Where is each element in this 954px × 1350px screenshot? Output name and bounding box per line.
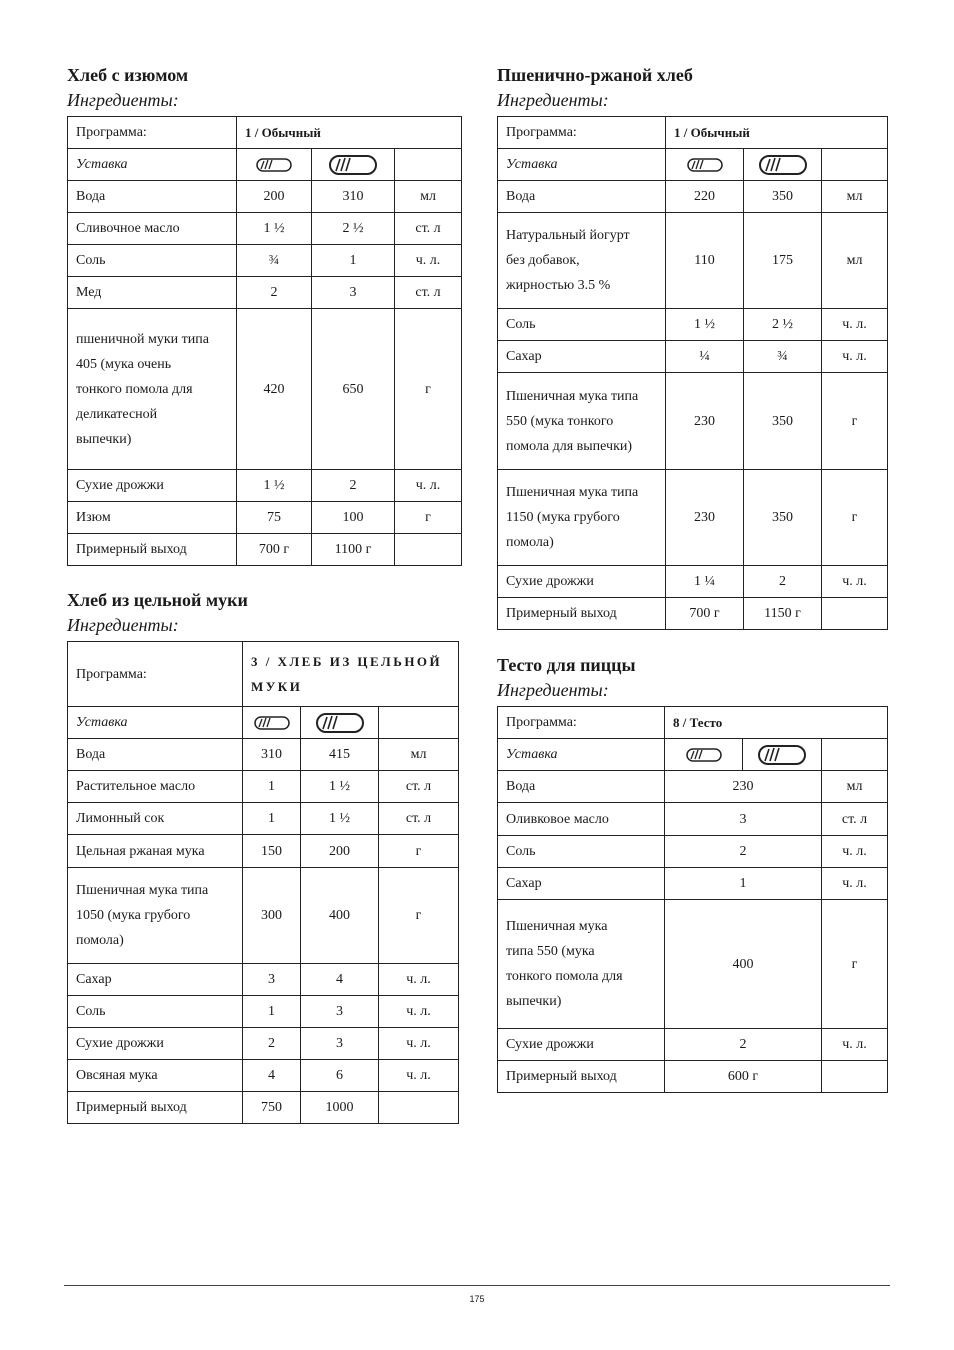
- small-amount: 310: [243, 739, 301, 771]
- ingredient-name: [498, 213, 666, 309]
- table-row: [68, 502, 462, 534]
- unit: г: [379, 835, 459, 868]
- small-amount: 150: [243, 835, 301, 868]
- unit: [822, 1061, 888, 1093]
- insert-label: Уставка: [498, 149, 666, 181]
- recipe-title: Хлеб из цельной муки: [67, 590, 248, 610]
- table-row: [68, 470, 462, 502]
- small-amount: 750: [243, 1092, 301, 1124]
- table-row: [498, 771, 888, 803]
- small-amount: 1: [243, 803, 301, 835]
- table-row: [68, 1028, 459, 1060]
- small-amount: 4: [243, 1060, 301, 1092]
- insert-label: Уставка: [68, 707, 243, 739]
- small-amount: 1 ¼: [666, 566, 744, 598]
- large-amount: 1: [312, 245, 395, 277]
- insert-label: Уставка: [68, 149, 237, 181]
- small-amount: ¾: [237, 245, 312, 277]
- table-row: [68, 213, 462, 245]
- unit: ч. л.: [822, 341, 888, 373]
- ingredient-name: Сухие дрожжи: [498, 1029, 665, 1061]
- table-row: [68, 534, 462, 566]
- unit: г: [379, 868, 459, 964]
- ingredient-name-line: пшеничной муки типа: [76, 331, 209, 347]
- large-amount: 350: [744, 181, 822, 213]
- large-amount: 1 ½: [301, 771, 379, 803]
- program-value: 1 / Обычный: [666, 117, 888, 149]
- large-amount: 4: [301, 964, 379, 996]
- small-amount: 230: [666, 373, 744, 470]
- page-number: 175: [469, 1294, 485, 1304]
- insert-row: [498, 739, 888, 771]
- ingredient-name: Вода: [68, 181, 237, 213]
- empty-cell: [395, 149, 462, 181]
- amount: 1: [665, 868, 822, 900]
- ingredient-name: Сухие дрожжи: [68, 1028, 243, 1060]
- large-loaf-icon: [312, 149, 395, 181]
- small-amount: 1 ½: [237, 470, 312, 502]
- unit: ч. л.: [395, 245, 462, 277]
- ingredient-name-line: 550 (мука тонкого: [506, 413, 614, 429]
- ingredients-heading: Ингредиенты:: [497, 90, 609, 110]
- recipe-wheat-rye-bread: [497, 64, 888, 630]
- ingredient-name: Вода: [498, 771, 665, 803]
- empty-cell: [822, 149, 888, 181]
- ingredient-name: Соль: [68, 245, 237, 277]
- insert-label: Уставка: [498, 739, 665, 771]
- table-row: [68, 277, 462, 309]
- amount: 3: [665, 803, 822, 836]
- large-amount: 3: [312, 277, 395, 309]
- footer-divider: [64, 1285, 890, 1286]
- small-amount: 1 ½: [237, 213, 312, 245]
- ingredient-name: Примерный выход: [68, 1092, 243, 1124]
- ingredient-name-line: деликатесной: [76, 406, 158, 422]
- large-amount: 3: [301, 1028, 379, 1060]
- ingredient-name: [498, 470, 666, 566]
- ingredient-name-line: выпечки): [506, 994, 562, 1009]
- large-amount: 1000: [301, 1092, 379, 1124]
- large-amount: 2 ½: [744, 309, 822, 341]
- unit: мл: [822, 213, 888, 309]
- small-amount: 420: [237, 309, 312, 470]
- program-label: Программа:: [498, 707, 665, 739]
- ingredient-name: Сливочное масло: [68, 213, 237, 245]
- ingredient-name-line: выпечки): [76, 431, 132, 447]
- table-row: [68, 309, 462, 470]
- large-amount: 1150 г: [744, 598, 822, 630]
- ingredient-name: Вода: [68, 739, 243, 771]
- unit: мл: [822, 181, 888, 213]
- small-amount: 700 г: [237, 534, 312, 566]
- unit: ч. л.: [822, 868, 888, 900]
- amount: 2: [665, 836, 822, 868]
- ingredient-name-line: помола): [506, 535, 554, 550]
- table-row: [498, 1029, 888, 1061]
- unit: г: [822, 900, 888, 1029]
- ingredient-name: Сухие дрожжи: [498, 566, 666, 598]
- program-value-line: МУКИ: [251, 679, 303, 694]
- ingredient-name: Цельная ржаная мука: [68, 835, 243, 868]
- unit: г: [395, 502, 462, 534]
- unit: ст. л: [395, 277, 462, 309]
- small-amount: 1: [243, 996, 301, 1028]
- ingredient-name: [498, 900, 665, 1029]
- unit: г: [395, 309, 462, 470]
- large-amount: 415: [301, 739, 379, 771]
- insert-row: [68, 707, 459, 739]
- empty-cell: [822, 739, 888, 771]
- small-amount: 75: [237, 502, 312, 534]
- ingredient-name-line: 1150 (мука грубого: [506, 510, 620, 525]
- table-row: [68, 996, 459, 1028]
- ingredient-name: Сахар: [68, 964, 243, 996]
- ingredient-name-line: Пшеничная мука типа: [76, 883, 209, 898]
- unit: г: [822, 373, 888, 470]
- table-row: [68, 1092, 459, 1124]
- ingredient-name-line: 1050 (мука грубого: [76, 908, 191, 923]
- large-amount: 2 ½: [312, 213, 395, 245]
- ingredient-name: [498, 373, 666, 470]
- ingredient-name-line: Натуральный йогурт: [506, 228, 630, 243]
- unit: ч. л.: [379, 1028, 459, 1060]
- ingredient-name: Соль: [498, 309, 666, 341]
- small-amount: 2: [243, 1028, 301, 1060]
- empty-cell: [379, 707, 459, 739]
- ingredient-name-line: Пшеничная мука: [506, 919, 608, 934]
- ingredient-name: [68, 868, 243, 964]
- table-row: [498, 373, 888, 470]
- amount: 230: [665, 771, 822, 803]
- large-amount: 1 ½: [301, 803, 379, 835]
- large-amount: 6: [301, 1060, 379, 1092]
- small-amount: 300: [243, 868, 301, 964]
- large-amount: 2: [312, 470, 395, 502]
- table-row: [68, 803, 459, 835]
- unit: [379, 1092, 459, 1124]
- ingredient-name: Соль: [68, 996, 243, 1028]
- ingredients-table: [497, 706, 888, 1093]
- large-amount: 310: [312, 181, 395, 213]
- table-row: [68, 1060, 459, 1092]
- recipe-title: Хлеб с изюмом: [67, 65, 189, 85]
- large-amount: 1100 г: [312, 534, 395, 566]
- program-value: 1 / Обычный: [237, 117, 462, 149]
- ingredient-name-line: без добавок,: [506, 253, 580, 268]
- large-amount: 3: [301, 996, 379, 1028]
- large-amount: 650: [312, 309, 395, 470]
- ingredient-name: Сахар: [498, 868, 665, 900]
- table-row: [68, 739, 459, 771]
- large-loaf-icon: [743, 739, 822, 771]
- table-row: [498, 213, 888, 309]
- unit: ч. л.: [822, 1029, 888, 1061]
- ingredients-table: [67, 641, 459, 1124]
- ingredient-name-line: тонкого помола для: [506, 969, 623, 984]
- ingredient-name: Сухие дрожжи: [68, 470, 237, 502]
- unit: мл: [822, 771, 888, 803]
- recipe-raisin-bread: [67, 64, 462, 566]
- program-row: [68, 642, 459, 707]
- table-row: [68, 771, 459, 803]
- large-loaf-icon: [744, 149, 822, 181]
- small-loaf-icon: [665, 739, 743, 771]
- large-amount: 175: [744, 213, 822, 309]
- table-row: [498, 341, 888, 373]
- unit: ч. л.: [379, 1060, 459, 1092]
- table-row: [498, 470, 888, 566]
- table-row: [498, 836, 888, 868]
- ingredient-name-line: типа 550 (мука: [506, 944, 595, 959]
- ingredient-name: Растительное масло: [68, 771, 243, 803]
- small-amount: 1 ½: [666, 309, 744, 341]
- unit: ст. л: [395, 213, 462, 245]
- ingredients-heading: Ингредиенты:: [67, 90, 179, 110]
- table-row: [68, 964, 459, 996]
- unit: ч. л.: [395, 470, 462, 502]
- recipe-pizza-dough: [497, 654, 888, 1093]
- table-row: [498, 566, 888, 598]
- table-row: [68, 868, 459, 964]
- unit: мл: [395, 181, 462, 213]
- large-amount: 100: [312, 502, 395, 534]
- unit: ст. л: [822, 803, 888, 836]
- small-loaf-icon: [666, 149, 744, 181]
- program-row: [498, 707, 888, 739]
- program-label: Программа:: [68, 642, 243, 707]
- unit: ст. л: [379, 771, 459, 803]
- ingredient-name: Лимонный сок: [68, 803, 243, 835]
- unit: ч. л.: [379, 996, 459, 1028]
- small-amount: ¼: [666, 341, 744, 373]
- ingredient-name: Оливковое масло: [498, 803, 665, 836]
- program-label: Программа:: [68, 117, 237, 149]
- recipe-title: Пшенично-ржаной хлеб: [497, 65, 693, 85]
- ingredients-heading: Ингредиенты:: [497, 680, 609, 700]
- ingredients-table: [497, 116, 888, 630]
- table-row: [498, 598, 888, 630]
- large-amount: 400: [301, 868, 379, 964]
- program-row: [498, 117, 888, 149]
- program-value-line: 3 / ХЛЕБ ИЗ ЦЕЛЬНОЙ: [251, 654, 443, 669]
- table-row: [498, 181, 888, 213]
- recipe-title: Тесто для пиццы: [497, 655, 636, 675]
- small-loaf-icon: [237, 149, 312, 181]
- large-amount: 350: [744, 373, 822, 470]
- large-amount: 2: [744, 566, 822, 598]
- table-row: [68, 245, 462, 277]
- table-row: [68, 835, 459, 868]
- table-row: [498, 309, 888, 341]
- table-row: [498, 868, 888, 900]
- unit: ч. л.: [379, 964, 459, 996]
- program-row: [68, 117, 462, 149]
- small-amount: 220: [666, 181, 744, 213]
- ingredient-name: Сахар: [498, 341, 666, 373]
- large-loaf-icon: [301, 707, 379, 739]
- program-value: [243, 642, 459, 707]
- small-amount: 110: [666, 213, 744, 309]
- unit: ч. л.: [822, 566, 888, 598]
- unit: [822, 598, 888, 630]
- ingredient-name-line: помола для выпечки): [506, 438, 633, 454]
- ingredients-heading: Ингредиенты:: [67, 615, 179, 635]
- amount: 2: [665, 1029, 822, 1061]
- ingredient-name: Мед: [68, 277, 237, 309]
- ingredient-name: Примерный выход: [498, 1061, 665, 1093]
- insert-row: [498, 149, 888, 181]
- ingredients-table: [67, 116, 462, 566]
- small-amount: 700 г: [666, 598, 744, 630]
- insert-row: [68, 149, 462, 181]
- amount: 400: [665, 900, 822, 1029]
- ingredient-name: Изюм: [68, 502, 237, 534]
- ingredient-name: Овсяная мука: [68, 1060, 243, 1092]
- ingredient-name-line: Пшеничная мука типа: [506, 388, 639, 404]
- unit: [395, 534, 462, 566]
- recipe-wholegrain-bread: [67, 589, 459, 1124]
- ingredient-name: Соль: [498, 836, 665, 868]
- large-amount: 200: [301, 835, 379, 868]
- unit: г: [822, 470, 888, 566]
- ingredient-name-line: помола): [76, 933, 124, 948]
- amount: 600 г: [665, 1061, 822, 1093]
- unit: ч. л.: [822, 309, 888, 341]
- small-loaf-icon: [243, 707, 301, 739]
- large-amount: 350: [744, 470, 822, 566]
- large-amount: ¾: [744, 341, 822, 373]
- small-amount: 200: [237, 181, 312, 213]
- table-row: [498, 900, 888, 1029]
- unit: мл: [379, 739, 459, 771]
- table-row: [68, 181, 462, 213]
- ingredient-name-line: 405 (мука очень: [76, 356, 172, 372]
- program-label: Программа:: [498, 117, 666, 149]
- small-amount: 230: [666, 470, 744, 566]
- ingredient-name: Вода: [498, 181, 666, 213]
- program-value: 8 / Тесто: [665, 707, 888, 739]
- ingredient-name-line: Пшеничная мука типа: [506, 485, 639, 500]
- ingredient-name-line: тонкого помола для: [76, 381, 193, 397]
- small-amount: 3: [243, 964, 301, 996]
- unit: ст. л: [379, 803, 459, 835]
- ingredient-name-line: жирностью 3.5 %: [506, 278, 611, 293]
- ingredient-name: [68, 309, 237, 470]
- ingredient-name: Примерный выход: [498, 598, 666, 630]
- unit: ч. л.: [822, 836, 888, 868]
- table-row: [498, 1061, 888, 1093]
- small-amount: 1: [243, 771, 301, 803]
- table-row: [498, 803, 888, 836]
- small-amount: 2: [237, 277, 312, 309]
- ingredient-name: Примерный выход: [68, 534, 237, 566]
